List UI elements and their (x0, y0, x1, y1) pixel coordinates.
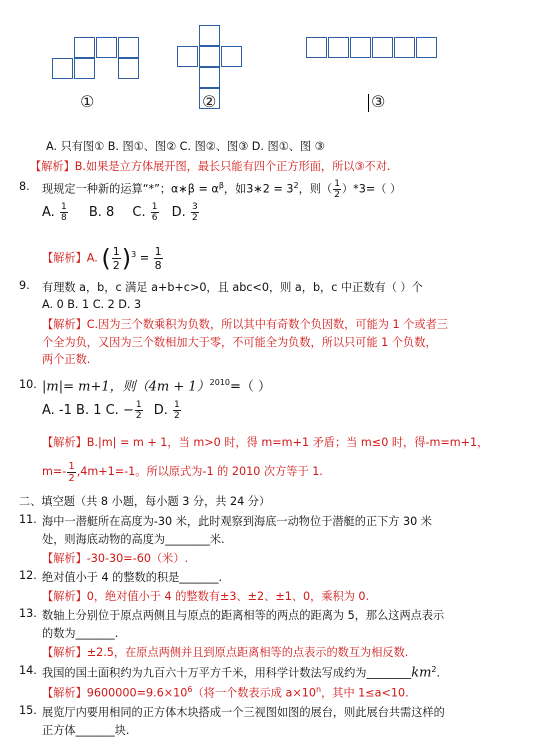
q13-analysis: 【解析】±2.5，在原点两侧并且到原点距离相等的点表示的数互为相反数. (42, 646, 409, 659)
q10-stem: |m|= m+1，则$(4m + 1)^{2010}=$（ ） (42, 378, 272, 395)
q10-options: A. -1 B. 1 C. − $\frac{1}{2}$ D. $\frac{1}{2}$ (42, 400, 180, 421)
q14-analysis: 【解析】$9600000=9.6\times 10^6$（将一个数表示成 $a\times 10^n$，其中 1≤a<10. (42, 685, 409, 700)
q13-line1: 数轴上分别位于原点两侧且与原点的距离相等的两点的距离为 5，那么这两点表示 (42, 609, 445, 622)
q14-line1: 我国的国土面积约为九百六十万平方千米，用科学计数法写成约为$\_\_\_\_\_\_\_\_km^2$. (42, 665, 441, 681)
q12-line1: 绝对值小于 4 的整数的积是_______. (42, 571, 223, 584)
q12-analysis: 【解析】0，绝对值小于 4 的整数有±3、±2、±1、0，乘积为 0. (42, 590, 370, 603)
q9-analysis-line1: 【解析】C.因为三个数乘积为负数，所以其中有奇数个负因数，可能为 1 个或者三 (42, 318, 448, 331)
figure-3-label: ③ (371, 92, 386, 111)
figure-2-label: ② (202, 92, 217, 111)
q11-analysis: 【解析】-30-30=-60（米）. (42, 552, 189, 565)
figure-1-label: ① (80, 92, 95, 111)
question-number: 15. (19, 704, 37, 717)
q9-options: A. 0 B. 1 C. 2 D. 3 (42, 298, 142, 311)
q13-line2: 的数为_______. (42, 627, 119, 640)
q15-line1: 展览厅内要用相同的正方体木块搭成一个三视图如图的展台，则此展台共需这样的 (42, 706, 445, 719)
q8-stem: 现规定一种新的运算“*”；α∗β = $\alpha^\beta$，如3∗2 = $3^2$，则（ $\frac{1}{2}$ ）*3=（ ） (42, 179, 402, 201)
question-number: 13. (19, 607, 37, 620)
q11-line1: 海中一潜艇所在高度为-30 米，此时观察到海底一动物位于潜艇的正下方 30 米 (42, 515, 432, 528)
question-number: 9. (19, 279, 30, 292)
q10-analysis-line2: m=- $\frac{1}{2}$ ,4m+1=-1。所以原式为-1 的 2010 次方等于 1. (42, 460, 323, 484)
q7-options: A. 只有图① B. 图①、图② C. 图②、图③ D. 图①、图 ③ (46, 140, 325, 153)
question-number: 12. (19, 569, 37, 582)
question-number: 8. (19, 180, 30, 193)
q9-stem: 有理数 a，b，c 满足 a+b+c>0，且 abc<0，则 a，b，c 中正数有（ ）个 (42, 281, 423, 294)
q7-analysis: 【解析】B.如果是立方体展开图，最长只能有四个正方形面，所以③不对. (30, 160, 391, 173)
question-number: 14. (19, 664, 37, 677)
q9-analysis-line2: 个全为负，又因为三个数相加大于零，不可能全为负数，所以只可能 1 个负数， (42, 336, 437, 349)
q8-options: A. $\frac{1}{8}$ B. 8 C. $\frac{1}{6}$ D. $\frac{3}{2}$ (42, 202, 198, 223)
q9-analysis-line3: 两个正数. (42, 353, 91, 366)
q8-analysis: 【解析】A. ( $\frac{1}{2}$ )$^3$ = $\frac{1}{8}$ (42, 244, 162, 273)
section-heading: 二、填空题（共 8 小题，每小题 3 分，共 24 分） (19, 495, 271, 508)
q15-line2: 正方体_______块. (42, 724, 130, 737)
question-number: 11. (19, 513, 37, 526)
question-number: 10. (19, 378, 37, 391)
q10-analysis-line1: 【解析】B.|m| = m + 1，当 m>0 时，得 m=m+1 矛盾；当 m≤0 时，得-m=m+1， (42, 436, 489, 449)
text-cursor (368, 94, 369, 112)
q11-line2: 处，则海底动物的高度为________米. (42, 533, 225, 546)
